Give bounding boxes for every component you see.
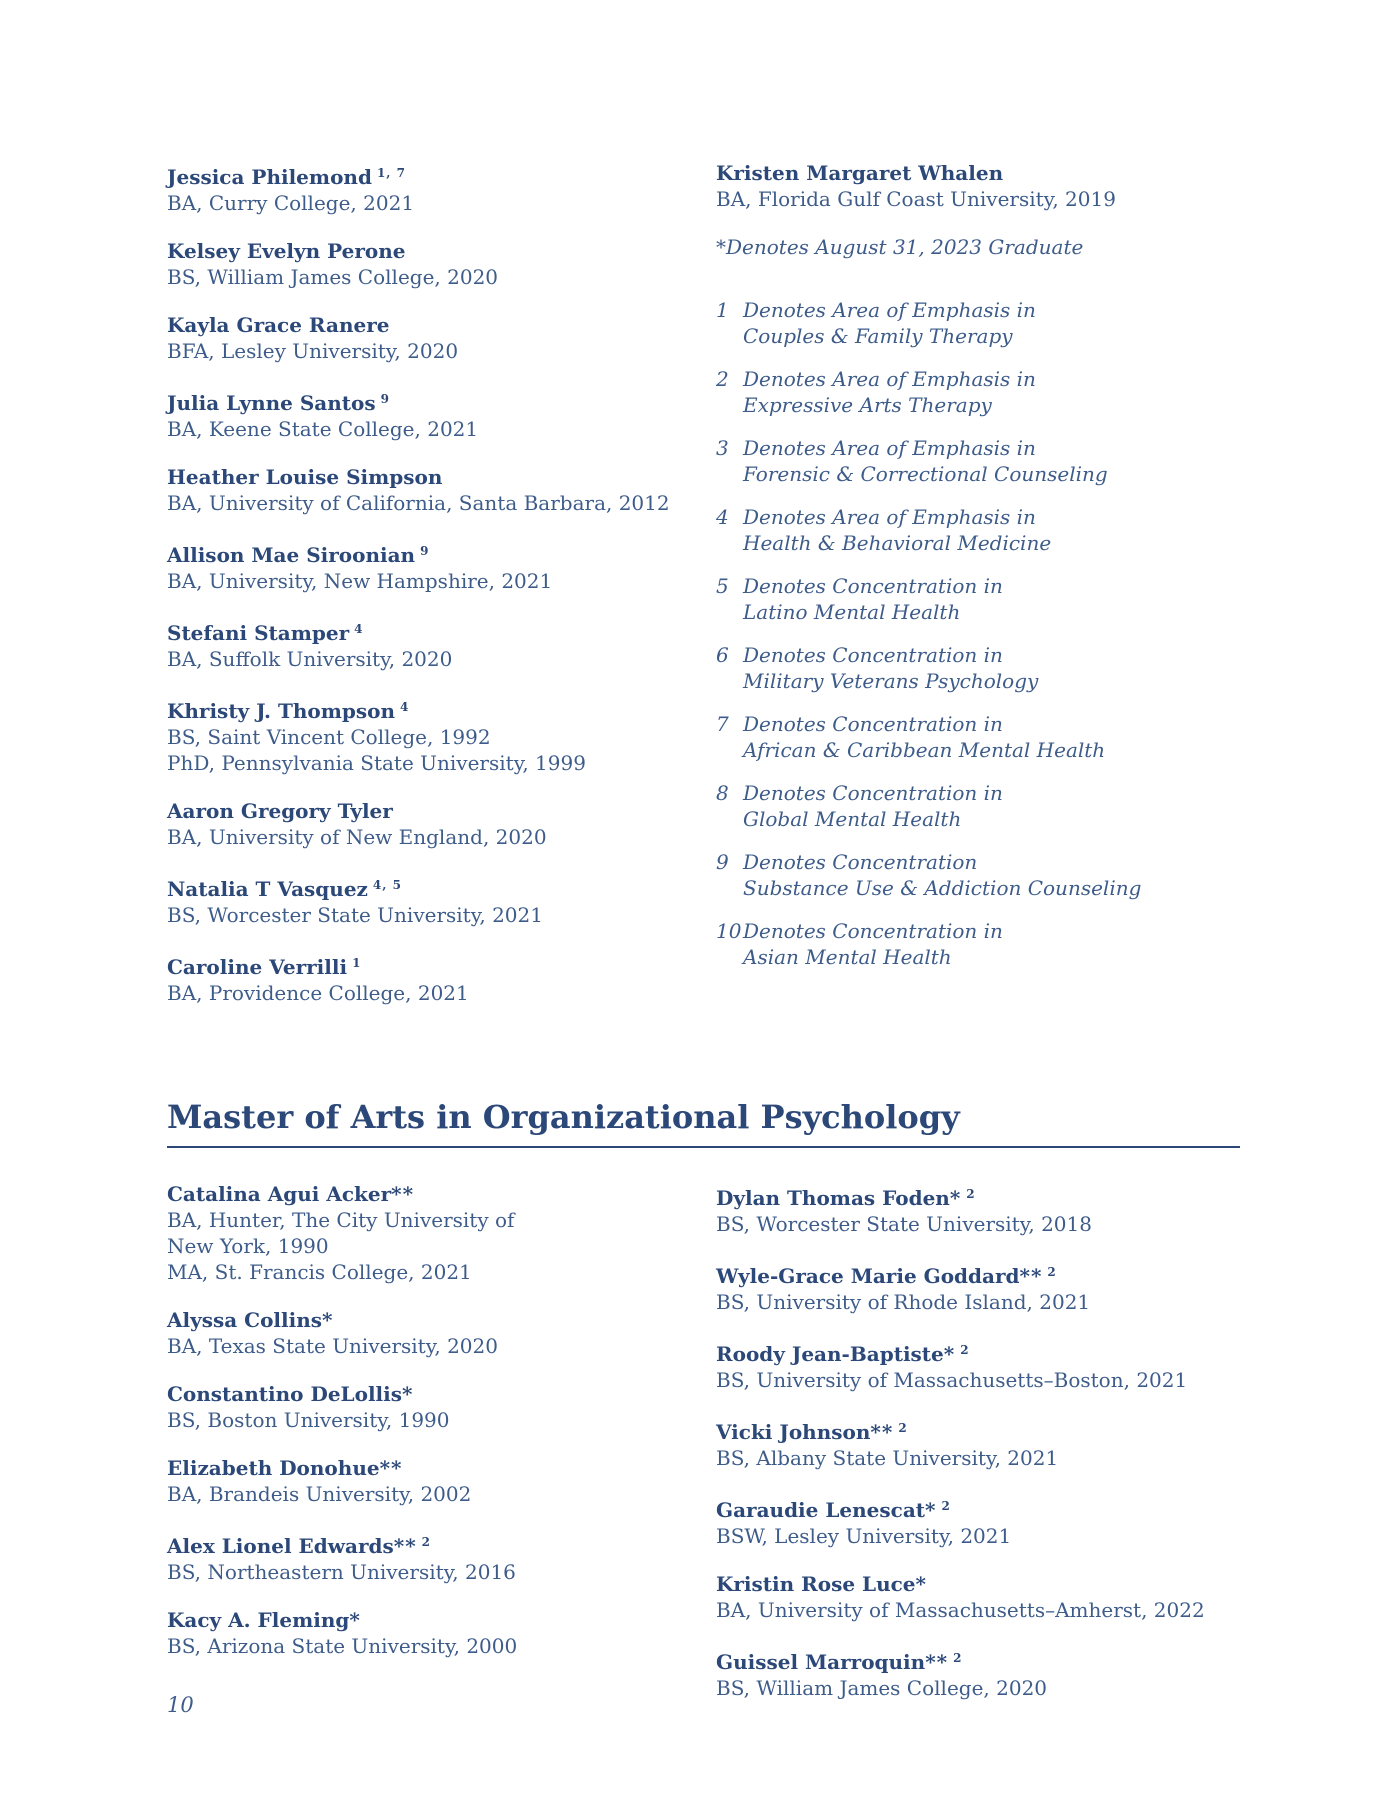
- footnote-reference: 2: [898, 1421, 908, 1435]
- footnote-number: 2: [716, 367, 729, 391]
- degree-line: BA, University, New Hampshire, 2021: [167, 569, 553, 593]
- degree-line: BS, Albany State University, 2021: [716, 1446, 1059, 1470]
- footnote-number: 4: [716, 505, 729, 529]
- footnote-line-1: Denotes Area of Emphasis in: [743, 505, 1036, 529]
- graduate-entry: [167, 1181, 716, 1285]
- graduate-name: Kacy A. Fleming*: [167, 1608, 361, 1632]
- degree-line: BA, University of Massachusetts–Amherst, 2022: [716, 1598, 1205, 1622]
- graduate-entry: [716, 160, 1240, 212]
- degree-line: BA, Providence College, 2021: [167, 981, 469, 1005]
- graduate-name: Catalina Agui Acker**: [167, 1182, 415, 1206]
- footnote-line-1: Denotes Area of Emphasis in: [743, 367, 1036, 391]
- page-content: [167, 160, 1240, 1723]
- footnote-line-2: Substance Use & Addiction Counseling: [743, 876, 1142, 900]
- graduate-name: Caroline Verrilli $^1$: [167, 955, 362, 979]
- footnote-line-2: African & Caribbean Mental Health: [743, 738, 1106, 762]
- footnote-line-1: Denotes Area of Emphasis in: [743, 436, 1036, 460]
- graduate-entry: [716, 1259, 1240, 1315]
- graduate-entry: [716, 1337, 1240, 1393]
- degree-line: BA, University of New England, 2020: [167, 825, 547, 849]
- degree-line: BSW, Lesley University, 2021: [716, 1524, 1012, 1548]
- counseling-graduates-columns: [167, 160, 1240, 1028]
- footnote-line-2: Expressive Arts Therapy: [743, 393, 992, 417]
- footnote-line-2: Asian Mental Health: [743, 945, 952, 969]
- graduate-entry: [167, 1307, 716, 1359]
- footnote-reference: 4: [354, 622, 364, 636]
- footnote-number: 3: [716, 436, 729, 460]
- degree-line: BA, Brandeis University, 2002: [167, 1482, 472, 1506]
- graduate-entry: [167, 616, 716, 672]
- graduate-name: Kristin Rose Luce*: [716, 1572, 927, 1596]
- graduate-name: Dylan Thomas Foden* $^2$: [716, 1186, 976, 1210]
- degree-line: BFA, Lesley University, 2020: [167, 339, 459, 363]
- footnote-line-1: Denotes Concentration: [743, 850, 978, 874]
- graduate-entry: [167, 1455, 716, 1507]
- graduate-name: Alex Lionel Edwards** $^2$: [167, 1534, 432, 1558]
- graduate-name: Julia Lynne Santos $^9$: [167, 391, 391, 415]
- footnote-number: 1: [716, 298, 729, 322]
- footnote-line-1: Denotes Concentration in: [743, 712, 1003, 736]
- footnote-text: [743, 780, 1240, 832]
- section-heading: Master of Arts in Organizational Psychology: [167, 1098, 960, 1136]
- footnote-text: [743, 504, 1240, 556]
- footnote-line-2: Latino Mental Health: [743, 600, 961, 624]
- graduate-entry: [167, 238, 716, 290]
- footnote-item: [716, 297, 1240, 349]
- footnote-reference: 4, 5: [372, 878, 402, 892]
- graduate-entry: [167, 950, 716, 1006]
- footnote-line-1: Denotes Concentration in: [743, 781, 1003, 805]
- graduate-entry: [716, 1181, 1240, 1237]
- footnote-reference: 2: [953, 1651, 963, 1665]
- degree-line: BS, Northeastern University, 2016: [167, 1560, 516, 1584]
- graduate-entry: [716, 1571, 1240, 1623]
- footnotes-list: [716, 297, 1240, 970]
- graduate-name: Elizabeth Donohue**: [167, 1456, 403, 1480]
- counseling-right-entries: [716, 160, 1240, 212]
- footnote-line-2: Health & Behavioral Medicine: [743, 531, 1052, 555]
- graduate-name: Kelsey Evelyn Perone: [167, 239, 406, 263]
- page-number: 10: [167, 1693, 194, 1717]
- footnote-reference: 2: [960, 1343, 970, 1357]
- graduate-name: Allison Mae Siroonian $^9$: [167, 543, 430, 567]
- org-psych-right-column: [716, 1181, 1240, 1723]
- graduate-entry: [716, 1645, 1240, 1701]
- footnote-text: [743, 711, 1240, 763]
- degree-line: BA, Curry College, 2021: [167, 191, 415, 215]
- footnote-line-2: Forensic & Correctional Counseling: [743, 462, 1108, 486]
- degree-line: BS, Worcester State University, 2021: [167, 903, 543, 927]
- graduate-entry: [167, 798, 716, 850]
- footnote-reference: 2: [966, 1187, 976, 1201]
- footnote-item: [716, 849, 1240, 901]
- graduate-entry: [716, 1415, 1240, 1471]
- footnote-number: 7: [716, 712, 729, 736]
- graduate-name: Guissel Marroquin** $^2$: [716, 1650, 963, 1674]
- footnote-line-1: Denotes Area of Emphasis in: [743, 298, 1036, 322]
- degree-line: BA, Texas State University, 2020: [167, 1334, 498, 1358]
- footnote-line-1: Denotes Concentration in: [743, 643, 1003, 667]
- footnote-line-1: Denotes Concentration in: [743, 919, 1003, 943]
- graduate-name: Kristen Margaret Whalen: [716, 161, 1004, 185]
- graduate-name: Constantino DeLollis*: [167, 1382, 414, 1406]
- asterisk-mark: *: [915, 1572, 927, 1596]
- footnote-text: [743, 849, 1240, 901]
- degree-line: PhD, Pennsylvania State University, 1999: [167, 751, 586, 775]
- footnote-number: 6: [716, 643, 729, 667]
- degree-line: BA, Hunter, The City University of: [167, 1208, 515, 1232]
- footnote-item: [716, 504, 1240, 556]
- counseling-right-column: [716, 160, 1240, 987]
- graduate-entry: [167, 538, 716, 594]
- degree-line: BS, University of Massachusetts–Boston, 2021: [716, 1368, 1188, 1392]
- degree-line: BS, William James College, 2020: [167, 265, 499, 289]
- footnote-number: 9: [716, 850, 729, 874]
- footnote-line-2: Military Veterans Psychology: [743, 669, 1039, 693]
- asterisk-mark: **: [393, 1534, 417, 1558]
- asterisk-mark: *: [925, 1498, 937, 1522]
- graduate-name: Kayla Grace Ranere: [167, 313, 390, 337]
- degree-line: BS, Worcester State University, 2018: [716, 1212, 1092, 1236]
- footnote-reference: 4: [400, 700, 410, 714]
- graduate-entry: [716, 1493, 1240, 1549]
- graduate-entry: [167, 464, 716, 516]
- graduate-entry: [167, 386, 716, 442]
- degree-line: BS, William James College, 2020: [716, 1676, 1048, 1700]
- org-psych-left-column: [167, 1181, 716, 1681]
- footnote-item: [716, 573, 1240, 625]
- footnote-reference: 9: [420, 544, 430, 558]
- section-divider: [167, 1146, 1240, 1148]
- asterisk-mark: *: [949, 1186, 962, 1210]
- asterisk-mark: *: [943, 1342, 956, 1366]
- graduate-name: Alyssa Collins*: [167, 1308, 334, 1332]
- graduate-name: Khristy J. Thompson $^4$: [167, 699, 410, 723]
- footnote-item: [716, 366, 1240, 418]
- degree-line: BA, University of California, Santa Barbara, 2012: [167, 491, 670, 515]
- graduate-name: Garaudie Lenescat* $^2$: [716, 1498, 951, 1522]
- graduate-name: Roody Jean-Baptiste* $^2$: [716, 1342, 970, 1366]
- footnote-reference: 2: [421, 1535, 432, 1549]
- footnote-item: [716, 642, 1240, 694]
- footnote-text: [743, 297, 1240, 349]
- degree-line: BS, Saint Vincent College, 1992: [167, 725, 491, 749]
- graduate-name: Vicki Johnson** $^2$: [716, 1420, 908, 1444]
- graduate-entry: [167, 1381, 716, 1433]
- graduate-name: Jessica Philemond $^{1, 7}$: [167, 165, 406, 189]
- graduate-entry: [167, 160, 716, 216]
- degree-line: New York, 1990: [167, 1234, 329, 1258]
- footnote-reference: 2: [1047, 1265, 1057, 1279]
- asterisk-mark: *: [322, 1308, 334, 1332]
- graduate-name: Wyle-Grace Marie Goddard** $^2$: [716, 1264, 1057, 1288]
- footnote-reference: 9: [380, 392, 391, 406]
- footnote-number: 8: [716, 781, 729, 805]
- asterisk-mark: *: [349, 1608, 361, 1632]
- graduate-entry: [167, 312, 716, 364]
- degree-line: BS, University of Rhode Island, 2021: [716, 1290, 1091, 1314]
- footnote-item: [716, 435, 1240, 487]
- footnote-number: 5: [716, 574, 729, 598]
- degree-line: BS, Boston University, 1990: [167, 1408, 450, 1432]
- counseling-left-column: [167, 160, 716, 1028]
- asterisk-mark: **: [391, 1182, 415, 1206]
- footnote-line-1: Denotes Concentration in: [743, 574, 1003, 598]
- degree-line: BA, Florida Gulf Coast University, 2019: [716, 187, 1116, 211]
- footnote-text: [743, 918, 1240, 970]
- asterisk-mark: **: [925, 1650, 949, 1674]
- graduate-name: Stefani Stamper $^4$: [167, 621, 364, 645]
- footnote-item: [716, 918, 1240, 970]
- footnote-item: [716, 711, 1240, 763]
- footnote-reference: 1, 7: [376, 166, 406, 180]
- asterisk-mark: **: [1019, 1264, 1043, 1288]
- footnote-reference: 1: [352, 956, 362, 970]
- degree-line: BA, Suffolk University, 2020: [167, 647, 453, 671]
- graduate-entry: [167, 694, 716, 776]
- graduate-entry: [167, 872, 716, 928]
- asterisk-mark: *: [402, 1382, 414, 1406]
- asterisk-mark: **: [379, 1456, 403, 1480]
- degree-line: BA, Keene State College, 2021: [167, 417, 479, 441]
- footnote-item: [716, 780, 1240, 832]
- graduate-name: Aaron Gregory Tyler: [167, 799, 393, 823]
- footnote-number: 10: [716, 919, 742, 943]
- graduate-entry: [167, 1529, 716, 1585]
- degree-line: BS, Arizona State University, 2000: [167, 1634, 518, 1658]
- footnote-line-2: Global Mental Health: [743, 807, 962, 831]
- org-psych-graduates-columns: [167, 1181, 1240, 1723]
- asterisk-mark: **: [870, 1420, 894, 1444]
- august-graduate-note: *Denotes August 31, 2023 Graduate: [716, 235, 1084, 259]
- graduate-entry: [167, 1607, 716, 1659]
- footnote-text: [743, 642, 1240, 694]
- footnote-text: [743, 435, 1240, 487]
- graduate-name: Natalia T Vasquez $^{4, 5}$: [167, 877, 402, 901]
- degree-line: MA, St. Francis College, 2021: [167, 1260, 472, 1284]
- footnote-text: [743, 366, 1240, 418]
- graduate-name: Heather Louise Simpson: [167, 465, 443, 489]
- footnote-line-2: Couples & Family Therapy: [743, 324, 1013, 348]
- footnote-reference: 2: [941, 1499, 951, 1513]
- footnote-text: [743, 573, 1240, 625]
